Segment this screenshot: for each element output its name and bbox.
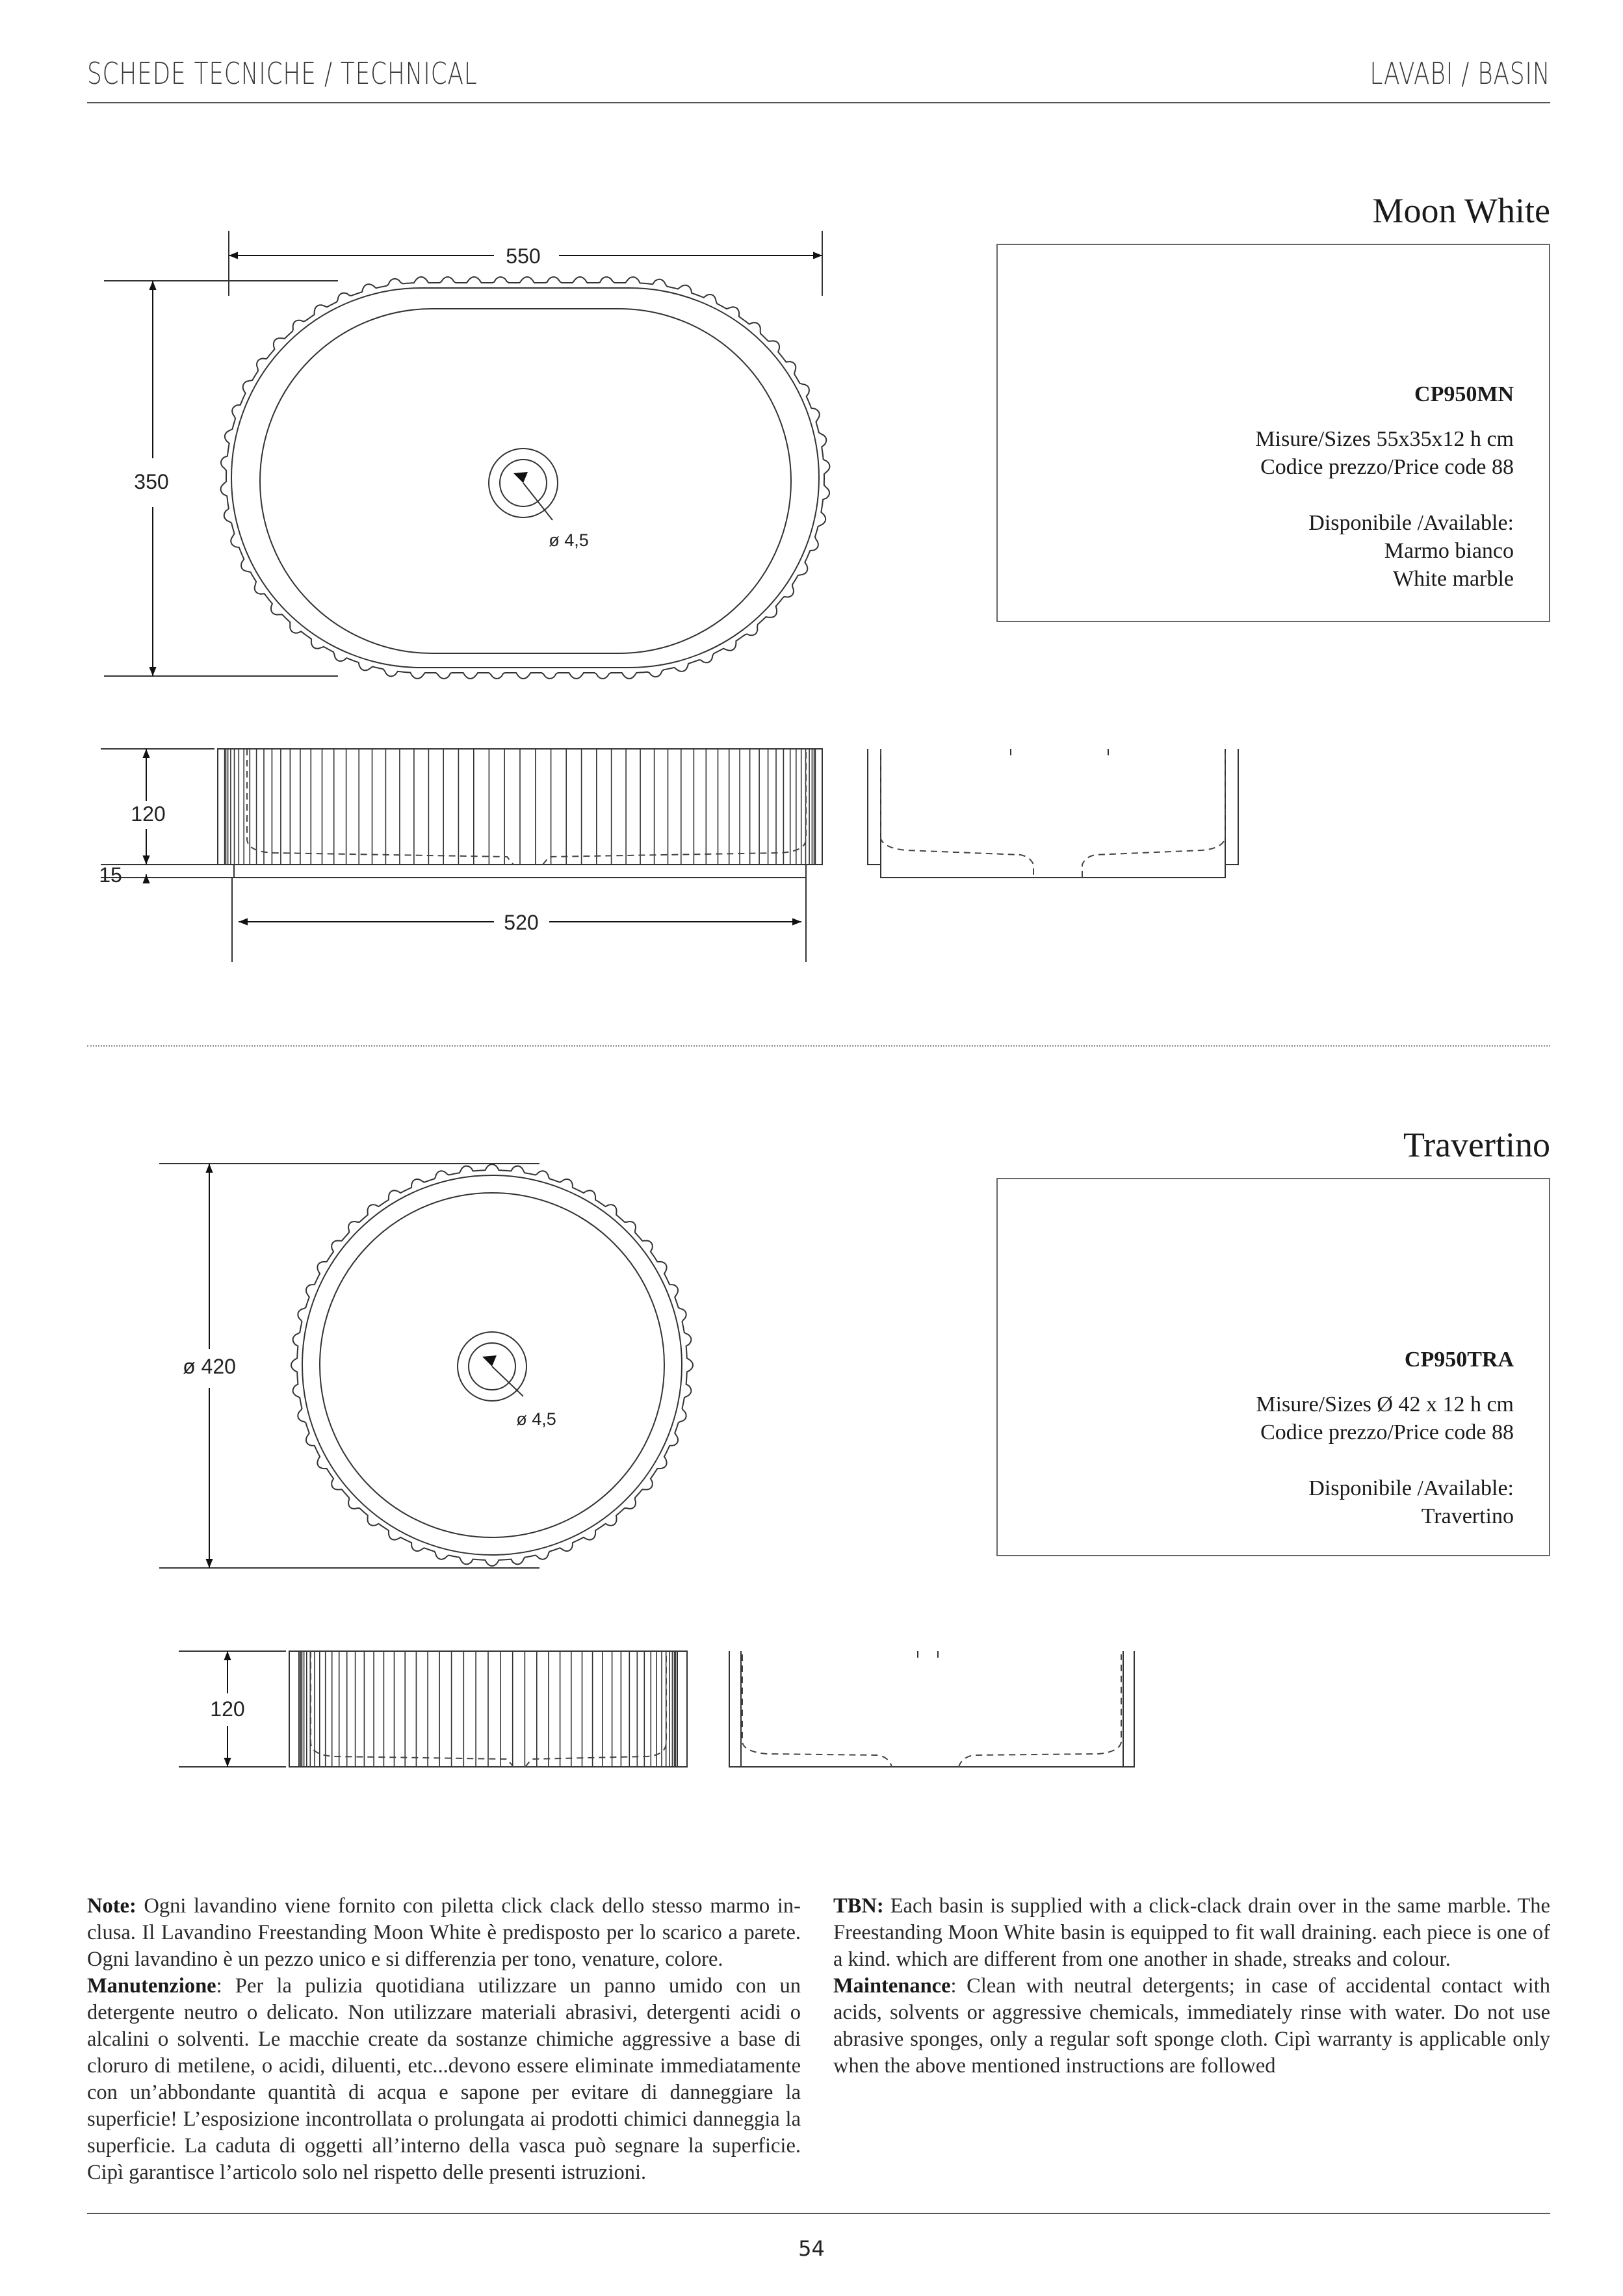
- dim-height: 120: [131, 802, 166, 826]
- dim-diameter: ø 420: [183, 1355, 236, 1378]
- product-material: Travertino: [1421, 1504, 1514, 1528]
- tbn-text: Each basin is supplied with a click-clack drain over in the same marble. The Freestanding Moon White basin is equipped to fit wall draining. each piece is one of a kind. which are different from one another in shade, streaks and colour.: [833, 1894, 1550, 1971]
- moon-white-plan-view: [104, 231, 830, 679]
- product-sizes: Misure/Sizes 55x35x12 h cm: [1255, 427, 1514, 451]
- moon-white-flutes: [225, 749, 816, 865]
- product-sizes: Misure/Sizes Ø 42 x 12 h cm: [1256, 1392, 1514, 1416]
- product-available-label: Disponibile /Available:: [1308, 511, 1514, 535]
- travertino-plan-dimensions: [209, 1164, 497, 1568]
- dim-height: 120: [210, 1697, 245, 1721]
- product-title-travertino: Travertino: [1403, 1125, 1550, 1164]
- travertino-section-view: [729, 1651, 1134, 1767]
- maintenance-text: : Per la pulizia quotidiana utilizzare un panno umido con un detergente neutro o delicato. Non utilizzare materiali abrasivi, detergenti acidi o alcalini o solventi. Le macchie create da sostanze chimiche aggressive a base di cloruro di metilene, o acidi, diluenti, etc...devono essere eliminate immediatamente con un’abbondante quantità di acqua e sapone per evitare di danneggiare la superficie! L’esposizione incontrollata o prolungata ai prodotti chimici danneggia la superficie. La caduta di oggetti all’interno della vasca può segnare la superficie. Cipì garantisce l’articolo solo nel rispetto delle presenti istruzioni.: [87, 1974, 801, 2184]
- notes-italian: [87, 1893, 801, 2186]
- product-code: CP950TRA: [1404, 1348, 1514, 1372]
- drain-leader: [492, 1366, 523, 1396]
- maintenance-label: Maintenance: [833, 1974, 951, 1998]
- dim-width: 550: [506, 244, 541, 268]
- maintenance-label: Manutenzione: [87, 1974, 216, 1998]
- dim-base: 15: [99, 863, 122, 887]
- dim-drain: ø 4,5: [516, 1409, 556, 1429]
- product-title-moon-white: Moon White: [1372, 191, 1550, 230]
- product-material: Marmo bianco: [1384, 539, 1514, 563]
- dim-depth: 350: [134, 470, 169, 493]
- note-text: Ogni lavandino viene fornito con piletta click clack dello stesso marmo inclusa. Il Lavandino Freestanding Moon White è predisposto per lo scarico a parete. Ogni lavandino è un pezzo unico e si differenzia per tono, venature, colore.: [87, 1894, 801, 1971]
- tbn-label: TBN:: [833, 1894, 884, 1918]
- maintenance-text: : Clean with neutral detergents; in case of accidental contact with acids, solvents or aggressive chemicals, immediately rinse with water. Do not use abrasive sponges, only a regular soft sponge cloth. Cipì warranty is applicable only when the above mentioned instructions are followed: [833, 1974, 1550, 2078]
- moon-white-plan-dimensions: [153, 255, 822, 676]
- dim-inner: 520: [504, 911, 539, 934]
- page-number: 54: [798, 2236, 825, 2261]
- travertino-front-elevation: [179, 1651, 687, 1767]
- note-label: Note:: [87, 1894, 136, 1918]
- header-section-title: SCHEDE TECNICHE / TECHNICAL: [87, 56, 478, 91]
- travertino-plan-view: [159, 1164, 693, 1568]
- travertino-flutes: [301, 1651, 676, 1767]
- dim-drain: ø 4,5: [549, 530, 589, 550]
- moon-white-front-elevation: [101, 749, 822, 962]
- footer-rule: [87, 2213, 1550, 2214]
- product-code: CP950MN: [1414, 382, 1514, 406]
- product-available-label: Disponibile /Available:: [1308, 1476, 1514, 1500]
- notes-english: [833, 1893, 1550, 2080]
- header-category: LAVABI / BASIN: [1370, 56, 1550, 91]
- product-price-code: Codice prezzo/Price code 88: [1260, 1420, 1514, 1444]
- moon-white-section-view: [868, 749, 1238, 878]
- product-price-code: Codice prezzo/Price code 88: [1260, 455, 1514, 479]
- product-material: White marble: [1393, 567, 1514, 591]
